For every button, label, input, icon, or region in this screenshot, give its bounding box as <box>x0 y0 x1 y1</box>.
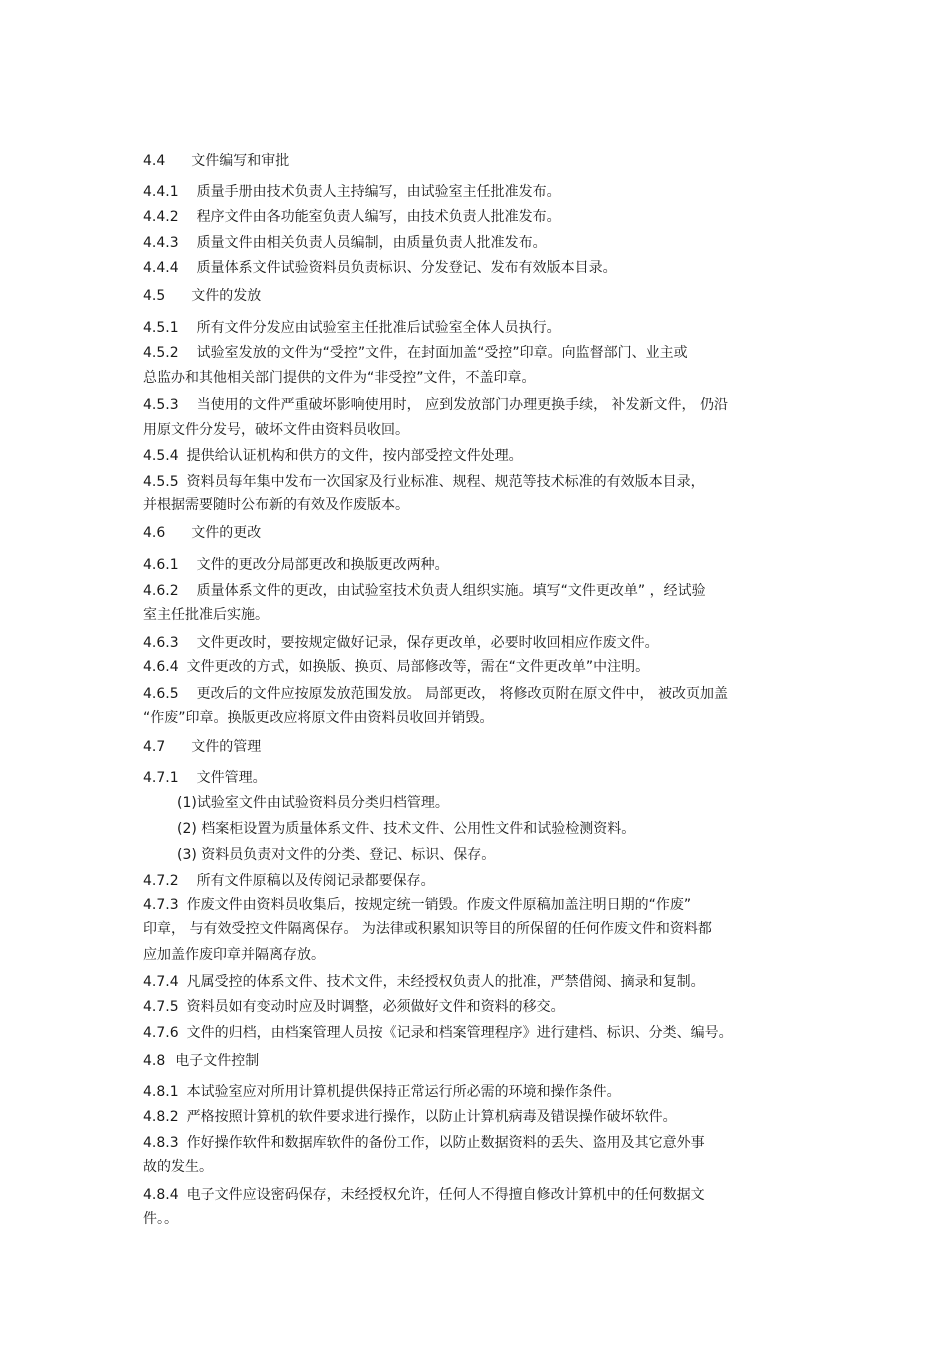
clause-text: 件。。 <box>143 1211 178 1227</box>
clause-number: 4.8.1 <box>143 1084 179 1100</box>
clause-number: 4.7.5 <box>143 999 179 1015</box>
clause-4-7-6 <box>143 1023 733 1043</box>
clause-4-7-2 <box>143 871 435 891</box>
clause-continuation <box>143 420 409 440</box>
clause-number: 4.7.6 <box>143 1025 179 1041</box>
clause-number: 4.8 <box>143 1053 166 1069</box>
clause-number: 4.4.2 <box>143 209 179 225</box>
clause-number: 4.6 <box>143 525 166 541</box>
clause-continuation <box>143 945 325 965</box>
clause-text: 质量体系文件试验资料员负责标识、分发登记、发布有效版本目录。 <box>196 260 617 276</box>
clause-text: 所有文件原稿以及传阅记录都要保存。 <box>196 873 435 889</box>
clause-text: 文件的更改 <box>191 525 262 541</box>
clause-text: 质量手册由技术负责人主持编写，由试验室主任批准发布。 <box>196 184 561 200</box>
clause-number: 4.5.2 <box>143 345 179 361</box>
clause-number: 4.7.2 <box>143 873 179 889</box>
clause-text: 文件的管理 <box>191 739 262 755</box>
clause-4-8-1 <box>143 1082 621 1102</box>
clause-4-5-4 <box>143 446 523 466</box>
clause-continuation <box>143 1157 213 1177</box>
clause-4-5-1 <box>143 318 561 338</box>
clause-text: 应加盖作废印章并隔离存放。 <box>143 947 325 963</box>
clause-text: 资料员每年集中发布一次国家及行业标准、规程、规范等技术标准的有效版本目录， <box>186 474 705 490</box>
clause-text: 作好操作软件和数据库软件的备份工作，以防止数据资料的丢失、盗用及其它意外事 <box>186 1135 705 1151</box>
clause-text: (1)试验室文件由试验资料员分类归档管理。 <box>177 795 449 811</box>
clause-number: 4.7.3 <box>143 897 179 913</box>
clause-4-5 <box>143 286 261 306</box>
clause-text: 总监办和其他相关部门提供的文件为“非受控”文件，不盖印章。 <box>143 370 536 386</box>
clause-text: 资料员如有变动时应及时调整，必须做好文件和资料的移交。 <box>186 999 565 1015</box>
clause-text: 作废文件由资料员收集后，按规定统一销毁。作废文件原稿加盖注明日期的“作废” <box>186 897 692 913</box>
clause-text: “作废”印章。换版更改应将原文件由资料员收回并销毁。 <box>143 710 494 726</box>
clause-number: 4.5.1 <box>143 320 179 336</box>
clause-number: 4.8.3 <box>143 1135 179 1151</box>
clause-4-8 <box>143 1051 259 1071</box>
clause-text: 印章， 与有效受控文件隔离保存。 为法律或积累知识等目的所保留的任何作废文件和资料都 <box>143 921 712 937</box>
clause-text: (2) 档案柜设置为质量体系文件、技术文件、公用性文件和试验检测资料。 <box>177 821 636 837</box>
clause-text: 更改后的文件应按原发放范围发放。 局部更改， 将修改页附在原文件中， 被改页加盖 <box>196 686 728 702</box>
clause-text: 用原文件分发号，破坏文件由资料员收回。 <box>143 422 409 438</box>
clause-number: 4.7.4 <box>143 974 179 990</box>
clause-text: 文件编写和审批 <box>191 153 290 169</box>
clause-4-6-2 <box>143 581 706 601</box>
clause-continuation <box>143 605 269 625</box>
clause-4-6-5 <box>143 684 728 704</box>
clause-number: 4.4.3 <box>143 235 179 251</box>
clause-number: 4.5 <box>143 288 166 304</box>
clause-number: 4.6.1 <box>143 557 179 573</box>
clause-text: 质量文件由相关负责人员编制，由质量负责人批准发布。 <box>196 235 547 251</box>
clause-text: 文件更改的方式，如换版、换页、局部修改等，需在“文件更改单”中注明。 <box>186 659 650 675</box>
clause-text: 电子文件应设密码保存，未经授权允许，任何人不得擅自修改计算机中的任何数据文 <box>186 1187 705 1203</box>
clause-continuation <box>177 819 635 839</box>
clause-4-6 <box>143 523 261 543</box>
clause-4-7-3 <box>143 895 691 915</box>
clause-4-6-4 <box>143 657 649 677</box>
clause-text: 文件的发放 <box>191 288 262 304</box>
clause-4-7-1 <box>143 768 267 788</box>
clause-text: 凡属受控的体系文件、技术文件，未经授权负责人的批准，严禁借阅、摘录和复制。 <box>186 974 705 990</box>
clause-number: 4.8.4 <box>143 1187 179 1203</box>
clause-4-5-5 <box>143 472 705 492</box>
clause-text: 本试验室应对所用计算机提供保持正常运行所必需的环境和操作条件。 <box>186 1084 621 1100</box>
clause-number: 4.6.5 <box>143 686 179 702</box>
clause-text: 试验室发放的文件为“受控”文件，在封面加盖“受控”印章。向监督部门、业主或 <box>196 345 688 361</box>
clause-continuation <box>143 368 536 388</box>
clause-text: 所有文件分发应由试验室主任批准后试验室全体人员执行。 <box>196 320 561 336</box>
clause-text: 故的发生。 <box>143 1159 213 1175</box>
clause-continuation <box>177 793 449 813</box>
clause-text: 当使用的文件严重破坏影响使用时， 应到发放部门办理更换手续， 补发新文件， 仍沿 <box>196 397 728 413</box>
clause-text: 文件的归档，由档案管理人员按《记录和档案管理程序》进行建档、标识、分类、编号。 <box>186 1025 733 1041</box>
clause-4-7-5 <box>143 997 565 1017</box>
clause-number: 4.6.3 <box>143 635 179 651</box>
clause-text: 程序文件由各功能室负责人编写，由技术负责人批准发布。 <box>196 209 561 225</box>
clause-number: 4.8.2 <box>143 1109 179 1125</box>
clause-text: 严格按照计算机的软件要求进行操作，以防止计算机病毒及错误操作破坏软件。 <box>186 1109 677 1125</box>
clause-text: 并根据需要随时公布新的有效及作废版本。 <box>143 497 409 513</box>
clause-4-4-3 <box>143 233 547 253</box>
clause-continuation <box>143 1209 178 1229</box>
clause-number: 4.4.4 <box>143 260 179 276</box>
clause-4-4-2 <box>143 207 561 227</box>
clause-text: 提供给认证机构和供方的文件，按内部受控文件处理。 <box>186 448 523 464</box>
clause-text: (3) 资料员负责对文件的分类、登记、标识、保存。 <box>177 847 496 863</box>
clause-4-6-3 <box>143 633 659 653</box>
clause-text: 电子文件控制 <box>175 1053 260 1069</box>
clause-4-4 <box>143 151 289 171</box>
clause-continuation <box>177 845 495 865</box>
clause-4-7 <box>143 737 261 757</box>
clause-4-6-1 <box>143 555 449 575</box>
clause-continuation <box>143 495 409 515</box>
clause-text: 室主任批准后实施。 <box>143 607 269 623</box>
clause-number: 4.6.2 <box>143 583 179 599</box>
clause-4-8-4 <box>143 1185 705 1205</box>
clause-text: 文件的更改分局部更改和换版更改两种。 <box>196 557 449 573</box>
clause-text: 质量体系文件的更改，由试验室技术负责人组织实施。填写“文件更改单” ，经试验 <box>196 583 706 599</box>
clause-number: 4.5.3 <box>143 397 179 413</box>
clause-number: 4.4.1 <box>143 184 179 200</box>
clause-number: 4.7 <box>143 739 166 755</box>
clause-number: 4.5.4 <box>143 448 179 464</box>
clause-4-4-4 <box>143 258 617 278</box>
clause-number: 4.6.4 <box>143 659 179 675</box>
clause-4-5-2 <box>143 343 688 363</box>
clause-text: 文件更改时，要按规定做好记录，保存更改单，必要时收回相应作废文件。 <box>196 635 659 651</box>
clause-4-8-2 <box>143 1107 677 1127</box>
clause-text: 文件管理。 <box>196 770 267 786</box>
clause-number: 4.5.5 <box>143 474 179 490</box>
clause-number: 4.4 <box>143 153 166 169</box>
clause-continuation <box>143 708 494 728</box>
clause-number: 4.7.1 <box>143 770 179 786</box>
clause-4-4-1 <box>143 182 561 202</box>
clause-4-5-3 <box>143 395 728 415</box>
clause-4-7-4 <box>143 972 705 992</box>
clause-continuation <box>143 919 712 939</box>
clause-4-8-3 <box>143 1133 705 1153</box>
